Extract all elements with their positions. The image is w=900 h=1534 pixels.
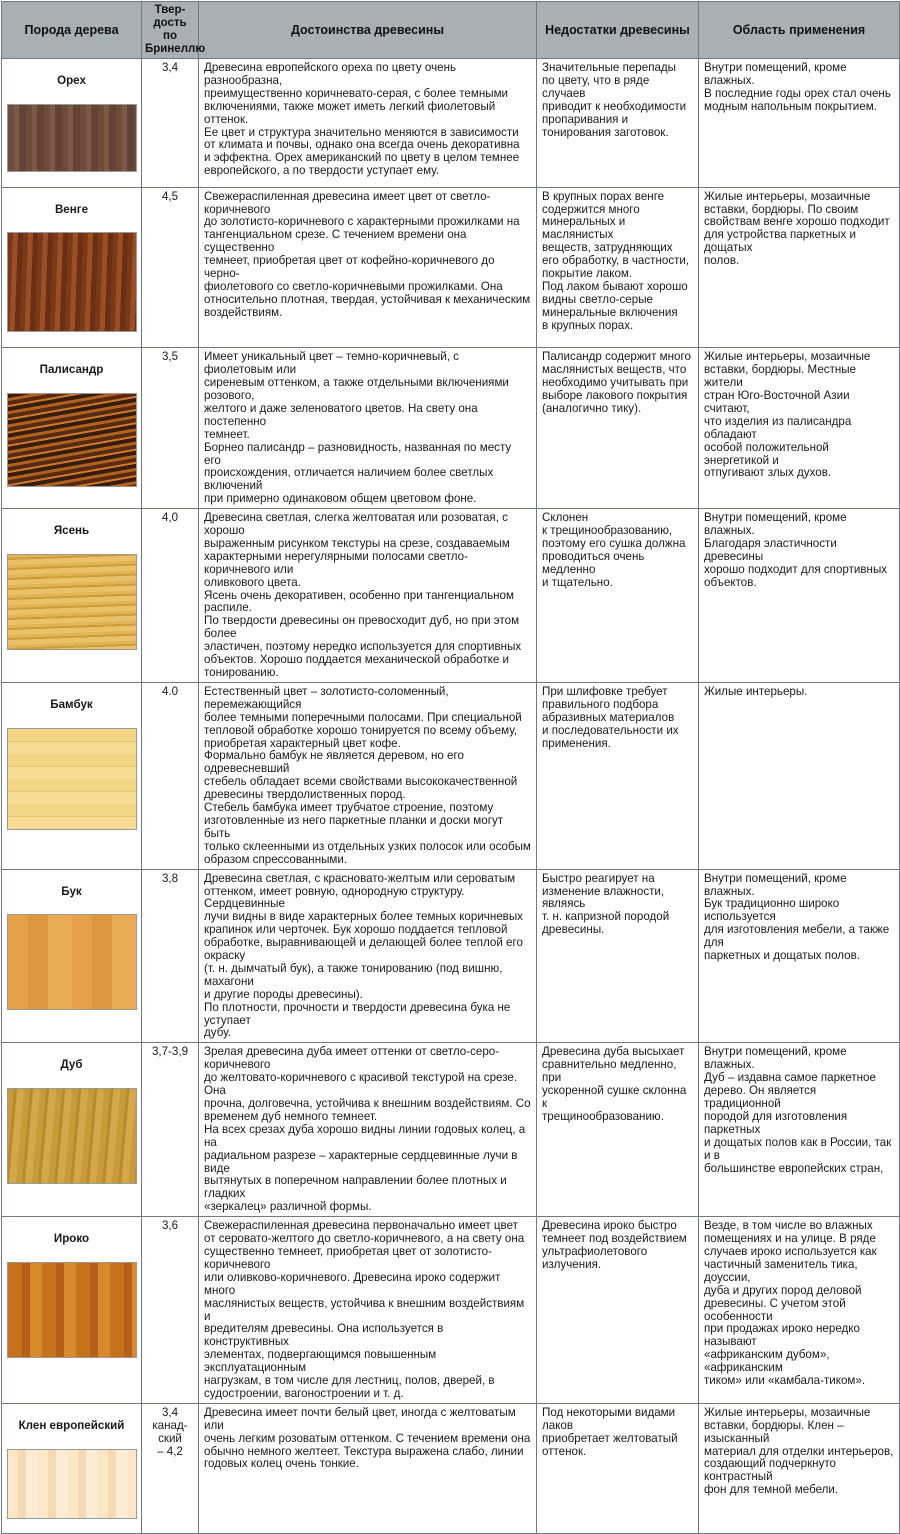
- species-name: Ясень: [53, 524, 90, 538]
- species-name: Орех: [57, 73, 86, 87]
- application-cell: Жилые интерьеры, мозаичные вставки, бордюры. По своим свойствам венге хорошо подходит для устройства паркетных и дощатых полов.: [699, 187, 900, 348]
- table-row: [2, 1403, 900, 1534]
- advantages-cell: Зрелая древесина дуба имеет оттенки от светло-серо-коричневого до желтовато-коричневого с красивой текстурой на срезе. Она прочна, долговечна, устойчива к внешним воздействиям. Со временем дуб немного темнеет. На всех срезах дуба хорошо видны линии годовых колец, а на радиальном разрезе – характерные сердцевинные лучи в виде вытянутых в поперечном направлении более плотных и гладких «зеркалец» различной формы.: [199, 1043, 537, 1217]
- header-advantages: Достоинства древесины: [199, 2, 537, 59]
- hardness-cell: 3,7-3,9: [142, 1043, 199, 1217]
- application-cell: Жилые интерьеры, мозаичные вставки, бордюры. Клен – изысканный материал для отделки интерьеров, создающий подчеркнуто контрастный фон для темной мебели.: [699, 1403, 900, 1534]
- application-cell: Внутри помещений, кроме влажных. Благодаря эластичности древесины хорошо подходит для спортивных объектов.: [699, 509, 900, 683]
- wood-sample-image: [7, 1088, 137, 1184]
- wood-species-table: [1, 1, 900, 1534]
- species-cell: [2, 187, 142, 348]
- disadvantages-cell: Значительные перепады по цвету, что в ряде случаев приводит к необходимости пропаривания и тонирования заготовок.: [537, 59, 699, 188]
- table-header-row: [2, 2, 900, 59]
- wood-sample-image: [7, 1262, 137, 1358]
- species-name: Венге: [54, 202, 89, 216]
- application-cell: Жилые интерьеры.: [699, 682, 900, 869]
- species-name: Дуб: [60, 1058, 83, 1072]
- advantages-cell: Естественный цвет – золотисто-соломенный, перемежающийся более темными поперечными полосами. При специальной тепловой обработке хорошо тонируется по всему объему, приобретая характерный цвет кофе. Формально бамбук не является деревом, но его одревесневший стебель обладает всеми свойствами высококачественной древесины твердолиственных пород. Стебель бамбука имеет трубчатое строение, поэтому изготовленные из него паркетные планки и доски могут быть только склеенными из отдельных узких полосок или особым образом спрессованными.: [199, 682, 537, 869]
- application-cell: Везде, в том числе во влажных помещениях и на улице. В ряде случаев ироко используется как частичный заменитель тика, доуссии, дуба и других пород деловой древесины. С учетом этой особенности при продажах ироко нередко называют «африканским дубом», «африканским тиком» или «камбала-тиком».: [699, 1217, 900, 1404]
- wood-sample-image: [7, 393, 137, 487]
- species-cell: [2, 682, 142, 869]
- hardness-cell: 3,4: [142, 59, 199, 188]
- species-name: Ироко: [53, 1232, 90, 1246]
- disadvantages-cell: Палисандр содержит много маслянистых веществ, что необходимо учитывать при выборе лакового покрытия (аналогично тику).: [537, 348, 699, 509]
- hardness-cell: 4,5: [142, 187, 199, 348]
- species-name: Палисандр: [39, 363, 104, 377]
- species-cell: [2, 869, 142, 1043]
- wood-sample-image: [7, 914, 137, 1010]
- hardness-cell: 4,0: [142, 509, 199, 683]
- application-cell: Внутри помещений, кроме влажных. Дуб – издавна самое паркетное дерево. Он является традиционной породой для изготовления паркетных и дощатых полов как в России, так и в большинстве европейских стран,: [699, 1043, 900, 1217]
- disadvantages-cell: В крупных порах венге содержится много минеральных и маслянистых веществ, затрудняющих его обработку, в частности, покрытие лаком. Под лаком бывают хорошо видны светло-серые минеральные включения в крупных порах.: [537, 187, 699, 348]
- table-row: [2, 187, 900, 348]
- advantages-cell: Свежераспиленная древесина имеет цвет от светло-коричневого до золотисто-коричневого с характерными прожилками на тангенциальном срезе. С течением времени она существенно темнеет, приобретая цвет от кофейно-коричневого до черно- фиолетового со светло-коричневыми прожилками. Она относительно плотная, твердая, устойчивая к механическим воздействиям.: [199, 187, 537, 348]
- table-row: [2, 682, 900, 869]
- table-row: [2, 348, 900, 509]
- table-row: [2, 1217, 900, 1404]
- advantages-cell: Древесина светлая, с красновато-желтым или сероватым оттенком, имеет ровную, однородную структуру. Сердцевинные лучи видны в виде характерных более темных коричневых крапинок или черточек. Бук хорошо поддается тепловой обработке, выравнивающей и делающей более теплой его окраску (т. н. дымчатый бук), а также тонированию (под вишню, махагони и другие породы древесины). По плотности, прочности и твердости древесина бука не уступает дубу.: [199, 869, 537, 1043]
- disadvantages-cell: При шлифовке требует правильного подбора абразивных материалов и последовательности их применения.: [537, 682, 699, 869]
- hardness-cell: 4.0: [142, 682, 199, 869]
- species-cell: [2, 348, 142, 509]
- species-name: Клен европейский: [18, 1418, 125, 1432]
- wood-sample-image: [7, 104, 137, 172]
- disadvantages-cell: Быстро реагирует на изменение влажности, являясь т. н. капризной породой древесины.: [537, 869, 699, 1043]
- advantages-cell: Древесина европейского ореха по цвету очень разнообразна, преимущественно коричневато-серая, с более темными включениями, также может иметь легкий фиолетовый оттенок. Ее цвет и структура значительно меняются в зависимости от климата и почвы, однако она всегда очень декоративна и эффектна. Орех американский по цвету в целом темнее европейского, а по твердости уступает ему.: [199, 59, 537, 188]
- species-cell: [2, 1217, 142, 1404]
- disadvantages-cell: Древесина ироко быстро темнеет под воздействием ультрафиолетового излучения.: [537, 1217, 699, 1404]
- hardness-cell: 3,4 канад- ский – 4,2: [142, 1403, 199, 1534]
- header-disadvantages: Недостатки древесины: [537, 2, 699, 59]
- hardness-cell: 3,6: [142, 1217, 199, 1404]
- disadvantages-cell: Под некоторыми видами лаков приобретает желтоватый оттенок.: [537, 1403, 699, 1534]
- advantages-cell: Древесина имеет почти белый цвет, иногда с желтоватым или очень легким розоватым оттенком. С течением времени она обычно немного желтеет. Текстура выражена слабо, линии годовых колец очень тонкие.: [199, 1403, 537, 1534]
- advantages-cell: Древесина светлая, слегка желтоватая или розоватая, с хорошо выраженным рисунком текстуры на срезе, создаваемым характерными нерегулярными полосами светло-коричневого или оливкового цвета. Ясень очень декоративен, особенно при тангенциальном распиле. По твердости древесины он превосходит дуб, но при этом более эластичен, поэтому нередко используется для спортивных объектов. Хорошо поддается механической обработке и тонированию.: [199, 509, 537, 683]
- advantages-cell: Имеет уникальный цвет – темно-коричневый, с фиолетовым или сиреневым оттенком, а также отдельными включениями розового, желтого и даже зеленоватого цветов. На свету она постепенно темнеет. Борнео палисандр – разновидность, названная по месту его происхождения, отличается наличием более светлых включений при примерно одинаковом общем цветовом фоне.: [199, 348, 537, 509]
- wood-sample-image: [7, 232, 137, 332]
- hardness-cell: 3,5: [142, 348, 199, 509]
- header-species: Порода дерева: [2, 2, 142, 59]
- table-row: [2, 59, 900, 188]
- wood-sample-image: [7, 554, 137, 650]
- table-row: [2, 1043, 900, 1217]
- species-cell: [2, 509, 142, 683]
- species-cell: [2, 1403, 142, 1534]
- header-application: Область применения: [699, 2, 900, 59]
- advantages-cell: Свежераспиленная древесина первоначально имеет цвет от серовато-желтого до светло-коричневого, а на свету она существенно темнеет, приобретая цвет от золотисто-коричневого или оливково-коричневого. Древесина ироко содержит много маслянистых веществ, устойчива к внешним воздействиям и вредителям древесины. Она используется в конструктивных элементах, подвергающимся повышенным эксплуатационным нагрузкам, в том числе для лестниц, полов, дверей, в судостроении, вагоностроении и т. д.: [199, 1217, 537, 1404]
- wood-sample-image: [7, 728, 137, 830]
- application-cell: Внутри помещений, кроме влажных. Бук традиционно широко используется для изготовления мебели, а также для паркетных и дощатых полов.: [699, 869, 900, 1043]
- header-hardness: Твер- дость по Бринеллю: [142, 2, 199, 59]
- species-cell: [2, 1043, 142, 1217]
- application-cell: Внутри помещений, кроме влажных. В последние годы орех стал очень модным напольным покрытием.: [699, 59, 900, 188]
- hardness-cell: 3,8: [142, 869, 199, 1043]
- table-row: [2, 869, 900, 1043]
- application-cell: Жилые интерьеры, мозаичные вставки, бордюры. Местные жители стран Юго-Восточной Азии считают, что изделия из палисандра обладают особой положительной энергетикой и отпугивают злых духов.: [699, 348, 900, 509]
- disadvantages-cell: Древесина дуба высыхает сравнительно медленно, при ускоренной сушке склонна к трещинообразованию.: [537, 1043, 699, 1217]
- disadvantages-cell: Склонен к трещинообразованию, поэтому его сушка должна проводиться очень медленно и тщательно.: [537, 509, 699, 683]
- table-row: [2, 509, 900, 683]
- species-name: Бамбук: [50, 697, 93, 711]
- species-name: Бук: [61, 884, 82, 898]
- species-cell: [2, 59, 142, 188]
- wood-sample-image: [7, 1449, 137, 1519]
